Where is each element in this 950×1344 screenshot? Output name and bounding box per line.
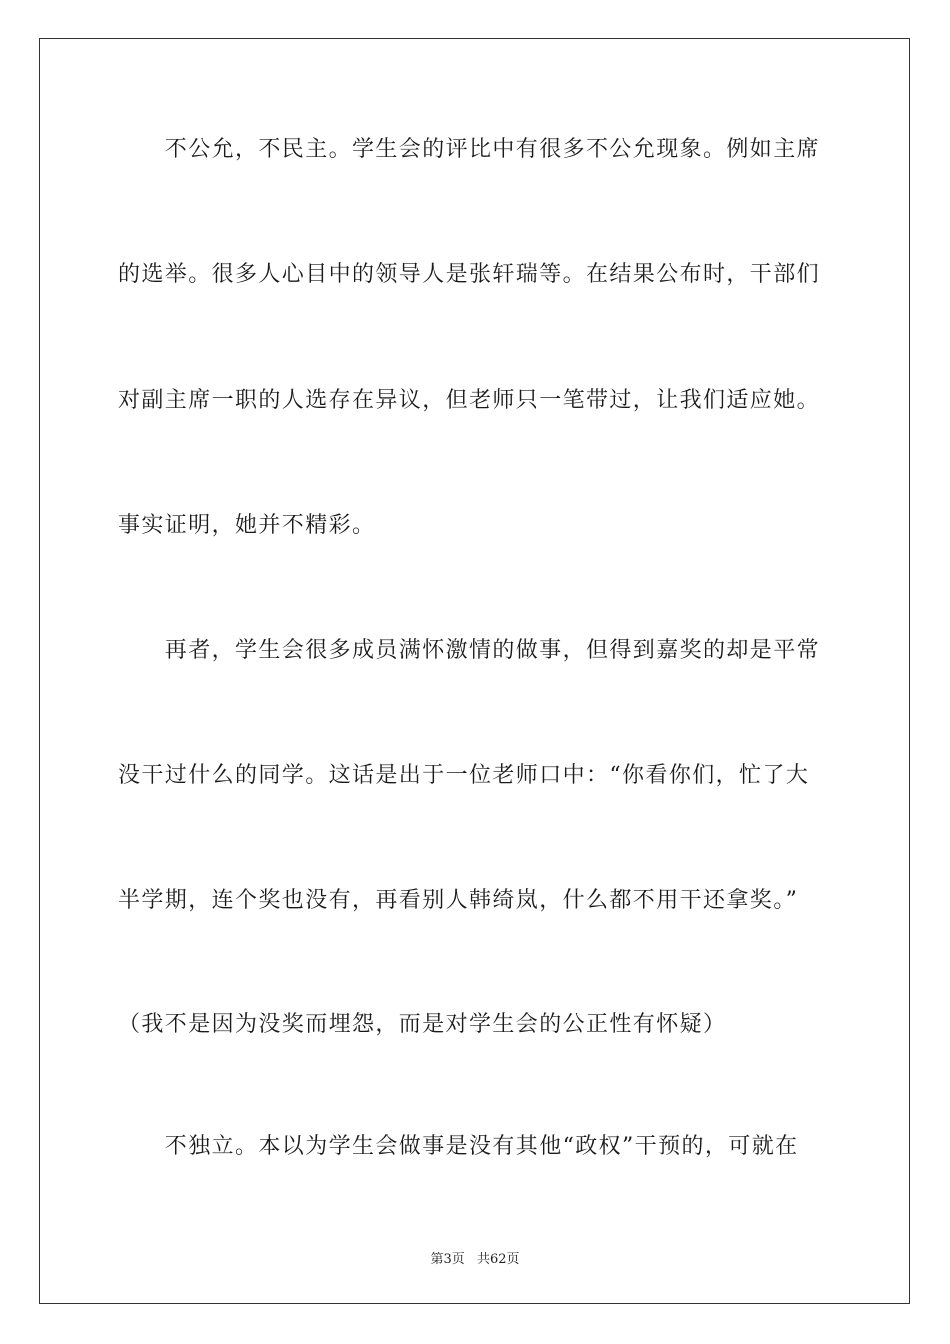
page-border [39, 38, 910, 1304]
text-line: 事实证明，她并不精彩。 [118, 513, 376, 538]
text-line: 再者，学生会很多成员满怀激情的做事，但得到嘉奖的却是平常 [118, 638, 821, 663]
page-footer [0, 1248, 950, 1267]
text-line: 不独立。本以为学生会做事是没有其他“政权”干预的，可就在 [118, 1134, 799, 1159]
text-line: 对副主席一职的人选存在异议，但老师只一笔带过，让我们适应她。 [118, 388, 821, 413]
page-number: 第3页 [430, 1252, 465, 1267]
text-line: 半学期，连个奖也没有，再看别人韩绮岚，什么都不用干还拿奖。” [118, 888, 799, 913]
page-total: 共62页 [476, 1252, 520, 1267]
text-line: 的选举。很多人心目中的领导人是张轩瑞等。在结果公布时，干部们 [118, 262, 821, 287]
text-line: 不公允，不民主。学生会的评比中有很多不公允现象。例如主席 [118, 137, 821, 162]
text-line: （我不是因为没奖而埋怨，而是对学生会的公正性有怀疑） [118, 1012, 727, 1037]
text-line: 没干过什么的同学。这话是出于一位老师口中：“你看你们，忙了大 [118, 763, 810, 788]
